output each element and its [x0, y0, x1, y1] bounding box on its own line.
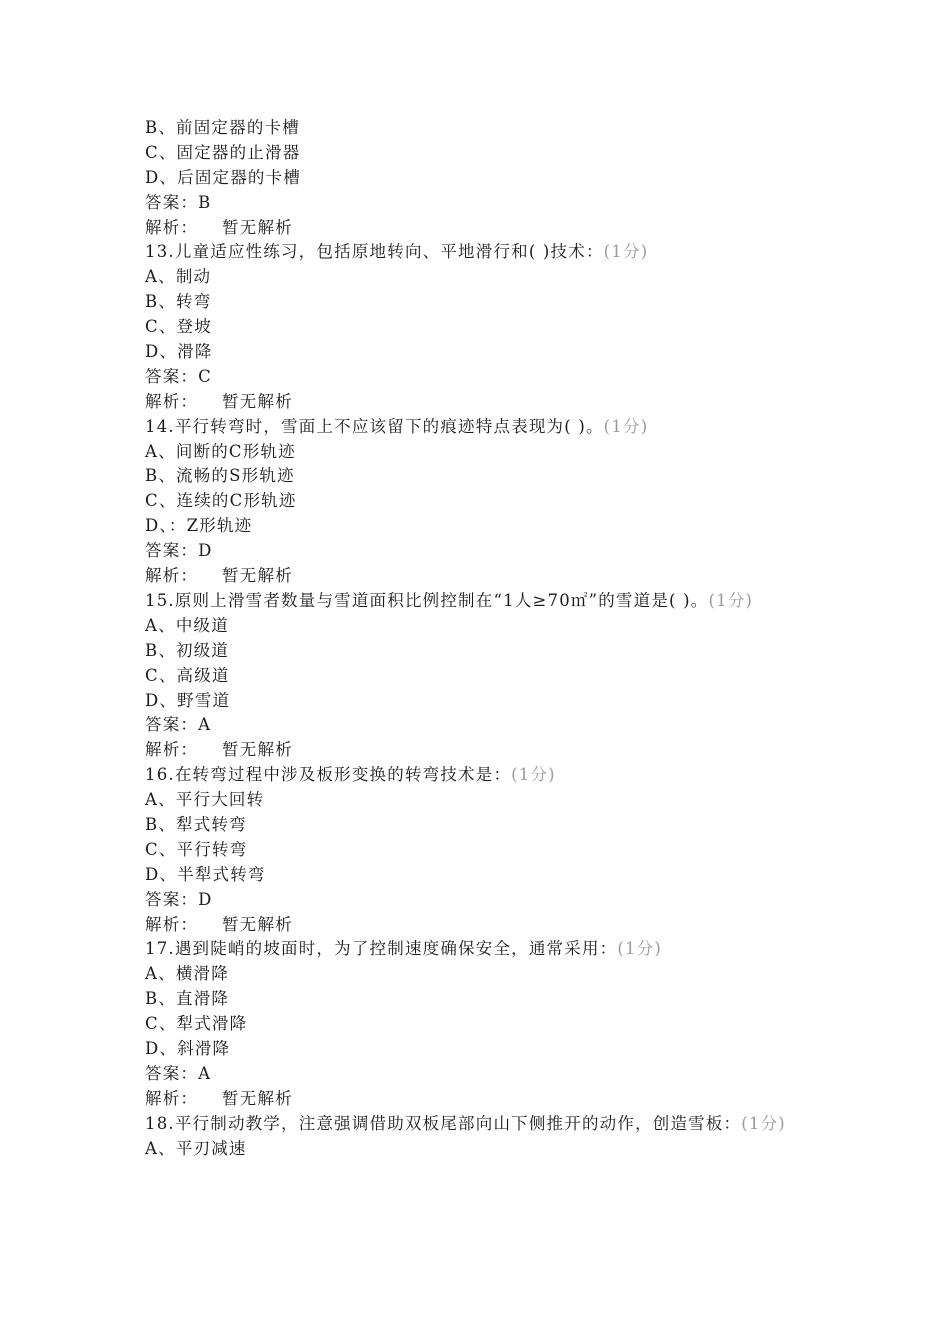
- option-d: D、斜滑降: [145, 1038, 231, 1058]
- question-text: 17.遇到陡峭的坡面时，为了控制速度确保安全，通常采用：: [145, 939, 618, 959]
- question-score: (1分): [511, 765, 556, 785]
- analysis-value: 暂无解析: [222, 1088, 293, 1108]
- option-a: A、制动: [145, 267, 212, 287]
- option-a: A、中级道: [145, 615, 229, 635]
- question-score: (1分): [617, 939, 663, 959]
- answer: 答案：A: [145, 715, 212, 735]
- analysis-label: 解析：: [145, 391, 199, 411]
- analysis-value: 暂无解析: [222, 391, 293, 411]
- analysis-value: 暂无解析: [222, 566, 293, 586]
- option-c: C、登坡: [145, 317, 212, 337]
- option-d: D、后固定器的卡槽: [145, 167, 302, 187]
- option-a: A、平行大回转: [145, 790, 265, 810]
- analysis-label: 解析：: [145, 740, 199, 760]
- option-b: B、转弯: [145, 292, 212, 312]
- analysis-value: 暂无解析: [222, 217, 293, 237]
- question-score: (1分): [741, 1113, 786, 1133]
- option-b: B、初级道: [145, 640, 230, 660]
- analysis: [145, 1087, 807, 1112]
- question-stem: [145, 937, 807, 962]
- analysis-value: 暂无解析: [222, 740, 293, 760]
- option-d: D、野雪道: [145, 690, 231, 710]
- question-text: 13.儿童适应性练习，包括原地转向、平地滑行和( )技术：: [145, 242, 604, 262]
- question-stem: [145, 415, 807, 440]
- question-score: (1分): [603, 242, 649, 262]
- option-a: A、横滑降: [145, 964, 229, 984]
- analysis-label: 解析：: [145, 566, 199, 586]
- answer: 答案：D: [145, 889, 213, 909]
- question-text: 15.原则上滑雪者数量与雪道面积比例控制在“1人≥70㎡”的雪道是( )。: [145, 590, 709, 610]
- question-stem: [145, 1112, 807, 1137]
- option-c: C、平行转弯: [145, 839, 248, 859]
- option-c: C、连续的C形轨迹: [145, 491, 297, 511]
- analysis: [145, 738, 807, 763]
- answer: 答案：B: [145, 192, 212, 212]
- analysis-label: 解析：: [145, 914, 199, 934]
- option-b: B、犁式转弯: [145, 814, 247, 834]
- question-stem: [145, 240, 807, 265]
- answer: 答案：A: [145, 1063, 212, 1083]
- analysis-label: 解析：: [145, 1088, 199, 1108]
- question-stem: [145, 763, 807, 788]
- question-score: (1分): [603, 416, 649, 436]
- question-text: 18.平行制动教学，注意强调借助双板尾部向山下侧推开的动作，创造雪板：: [145, 1113, 742, 1133]
- analysis-label: 解析：: [145, 217, 199, 237]
- option-a: A、平刃减速: [145, 1138, 247, 1158]
- option-c: C、高级道: [145, 665, 230, 685]
- option-d: D、半犁式转弯: [145, 864, 266, 884]
- question-list: [145, 116, 807, 1161]
- option-a: A、间断的C形轨迹: [145, 441, 296, 461]
- option-b: B、前固定器的卡槽: [145, 118, 300, 137]
- question-score: (1分): [708, 590, 754, 610]
- analysis-value: 暂无解析: [222, 914, 293, 934]
- analysis: [145, 390, 807, 415]
- question-text: 16.在转弯过程中涉及板形变换的转弯技术是：: [145, 765, 512, 785]
- analysis: [145, 564, 807, 589]
- option-d: D、滑降: [145, 342, 213, 362]
- answer: 答案：D: [145, 541, 213, 561]
- analysis: [145, 913, 807, 938]
- question-stem: [145, 589, 807, 614]
- option-b: B、直滑降: [145, 989, 230, 1009]
- answer: 答案：C: [145, 366, 212, 386]
- option-c: C、犁式滑降: [145, 1014, 248, 1034]
- option-b: B、流畅的S形轨迹: [145, 466, 295, 486]
- analysis: [145, 216, 807, 241]
- option-c: C、固定器的止滑器: [145, 142, 301, 162]
- question-text: 14.平行转弯时，雪面上不应该留下的痕迹特点表现为( )。: [145, 416, 604, 436]
- option-d: D、：Z形轨迹: [145, 516, 253, 536]
